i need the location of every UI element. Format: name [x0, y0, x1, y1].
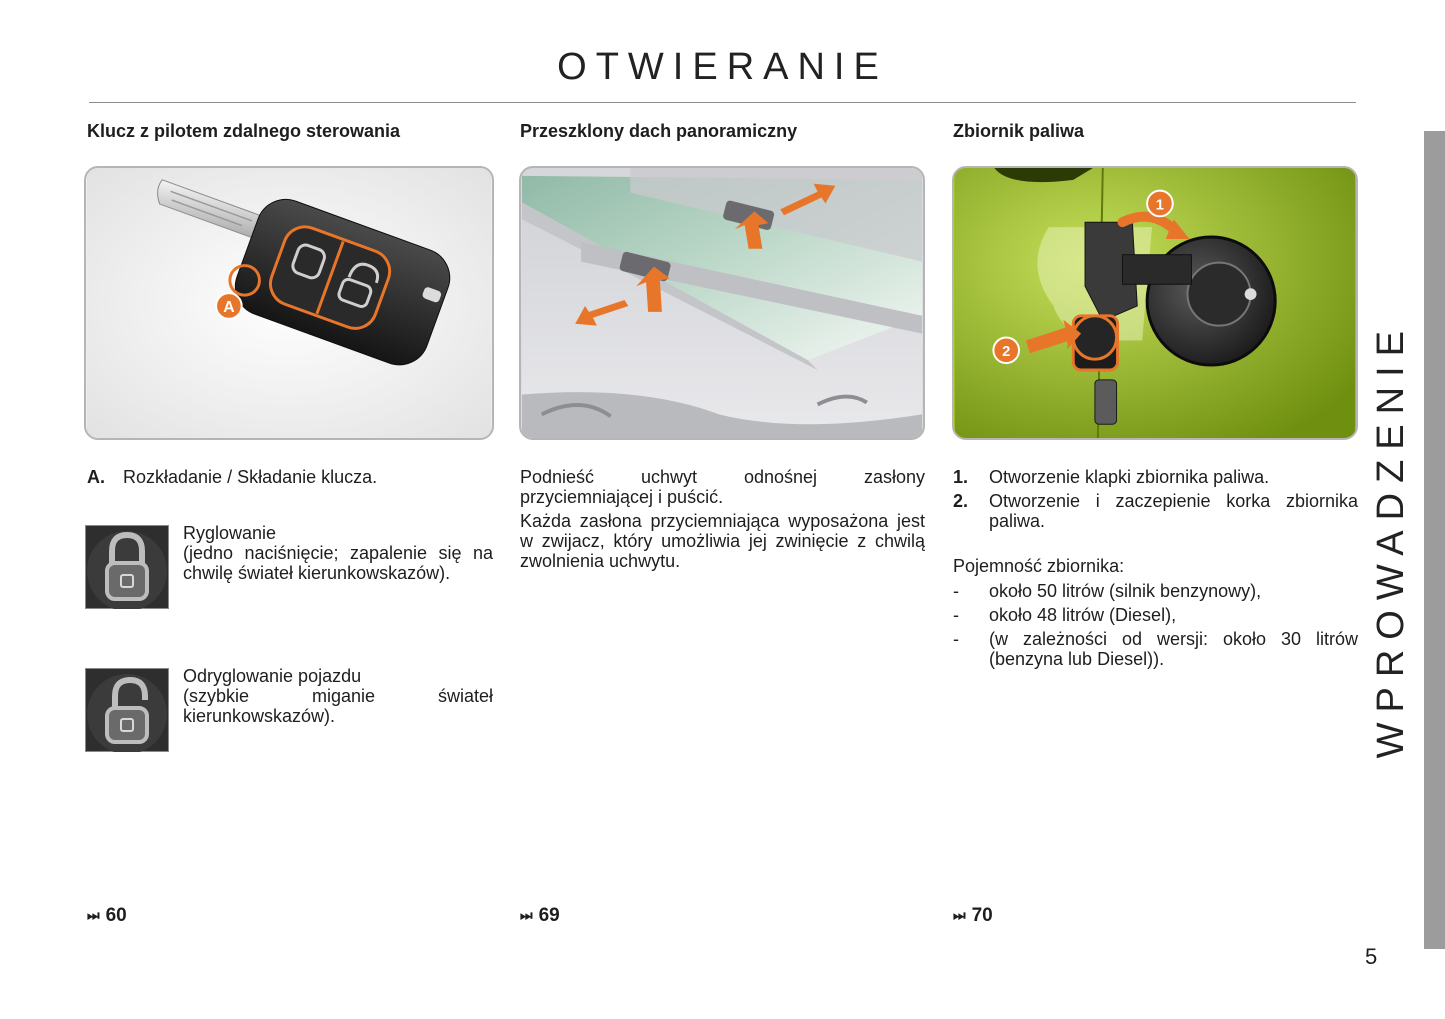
roof-para-1: Podnieść uchwyt odnośnej zasłony przyciemniającej i puścić. — [520, 467, 925, 507]
fuel-step: 2. Otworzenie i zaczepienie korka zbiornika paliwa. — [953, 491, 1358, 531]
unlock-title: Odryglowanie pojazdu — [183, 666, 362, 686]
roof-illustration — [519, 166, 925, 440]
list-item: - około 50 litrów (silnik benzynowy), — [953, 581, 1262, 601]
roof-text — [520, 467, 925, 571]
fuel-step: 1. Otworzenie klapki zbiornika paliwa. — [953, 467, 1270, 487]
unlock-button-icon — [85, 668, 169, 752]
chapter-tab[interactable] — [1424, 131, 1445, 949]
list-item: - (w zależności od wersji: około 30 litrów (benzyna lub Diesel)). — [953, 629, 1358, 669]
fuel-capacity-list — [953, 581, 1358, 669]
title-divider — [89, 102, 1356, 103]
key-illustration — [84, 166, 494, 440]
page-title: OTWIERANIE — [557, 46, 888, 88]
page-number: 5 — [1365, 944, 1378, 969]
lock-button-icon — [85, 525, 169, 609]
fuel-heading: Zbiornik paliwa — [953, 121, 1085, 141]
key-item-a — [87, 467, 493, 487]
fuel-steps — [953, 467, 1358, 531]
callout-a: A — [223, 298, 235, 316]
list-item: - około 48 litrów (Diesel), — [953, 605, 1177, 625]
roof-heading: Przeszklony dach panoramiczny — [520, 121, 798, 141]
key-heading: Klucz z pilotem zdalnego sterowania — [87, 121, 401, 141]
unlock-description — [183, 666, 493, 726]
next-track-icon: ⏭ — [953, 907, 966, 923]
key-item-text: Rozkładanie / Składanie klucza. — [123, 467, 378, 487]
roof-para-2: Każda zasłona przyciemniająca wyposażona jest w zwijacz, który umożliwia jej zwinięcie z chwilą zwolnienia uchwytu. — [520, 511, 925, 571]
next-track-icon: ⏭ — [87, 907, 100, 923]
fuel-illustration — [952, 166, 1358, 440]
chapter-label-text: WPROWADZENIE — [1369, 321, 1412, 759]
key-item-label: A. — [87, 467, 105, 487]
roof-page-ref[interactable]: ⏭ 69 — [520, 905, 560, 926]
callout-2: 2 — [1002, 344, 1011, 361]
fuel-page-ref[interactable]: ⏭ 70 — [953, 905, 993, 926]
key-page-ref[interactable]: ⏭ 60 — [87, 905, 127, 926]
lock-description — [183, 523, 493, 583]
callout-1: 1 — [1155, 197, 1165, 214]
next-track-icon: ⏭ — [520, 907, 533, 923]
fuel-capacity-label: Pojemność zbiornika: — [953, 556, 1125, 576]
unlock-desc: (szybkie miganie świateł kierunkowskazów). — [183, 686, 493, 726]
chapter-label — [1361, 131, 1421, 949]
lock-title: Ryglowanie — [183, 523, 277, 543]
lock-desc: (jedno naciśnięcie; zapalenie się na chwilę świateł kierunkowskazów). — [183, 543, 493, 583]
